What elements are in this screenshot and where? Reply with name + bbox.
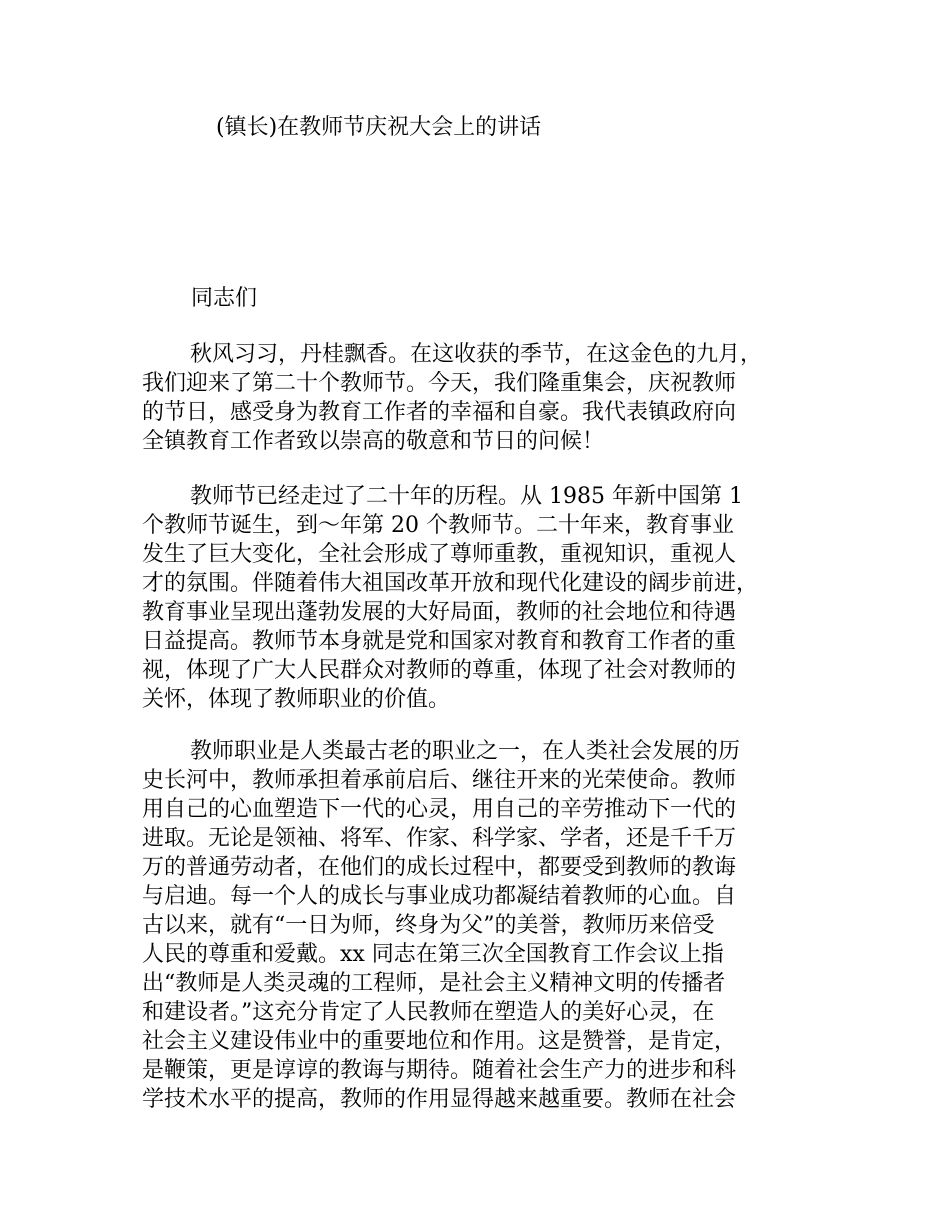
paragraph-line: 史长河中，教师承担着承前启后、继往开来的光荣使命。教师 bbox=[142, 768, 737, 793]
paragraph-line: 教师职业是人类最古老的职业之一，在人类社会发展的历 bbox=[190, 739, 741, 764]
paragraph-line: 发生了巨大变化，全社会形成了尊师重教，重视知识，重视人 bbox=[142, 542, 737, 567]
paragraph-line: 日益提高。教师节本身就是党和国家对教育和教育工作者的重 bbox=[142, 629, 737, 654]
paragraph-line: 与启迪。每一个人的成长与事业成功都凝结着教师的心血。自 bbox=[142, 884, 737, 909]
paragraph-line: 秋风习习，丹桂飘香。在这收获的季节，在这金色的九月， bbox=[190, 342, 763, 367]
paragraph-line: 用自己的心血塑造下一代的心灵，用自己的辛劳推动下一代的 bbox=[142, 797, 737, 822]
salutation: 同志们 bbox=[191, 286, 258, 311]
paragraph-line: 万的普通劳动者，在他们的成长过程中，都要受到教师的教诲 bbox=[142, 855, 737, 880]
paragraph-line: 关怀，体现了教师职业的价值。 bbox=[142, 687, 451, 712]
document-title: (镇长)在教师节庆祝大会上的讲话 bbox=[216, 115, 542, 140]
paragraph-line: 人民的尊重和爱戴。xx 同志在第三次全国教育工作会议上指 bbox=[142, 942, 724, 967]
paragraph-line: 我们迎来了第二十个教师节。今天，我们隆重集会，庆祝教师 bbox=[142, 371, 737, 396]
paragraph-line: 古以来，就有“一日为师，终身为父”的美誉，教师历来倍受 bbox=[142, 913, 715, 938]
paragraph-line: 的节日，感受身为教育工作者的幸福和自豪。我代表镇政府向 bbox=[142, 400, 737, 425]
paragraph-line: 教育事业呈现出蓬勃发展的大好局面，教师的社会地位和待遇 bbox=[142, 600, 737, 625]
paragraph-line: 出“教师是人类灵魂的工程师，是社会主义精神文明的传播者 bbox=[142, 971, 726, 996]
paragraph-1 bbox=[142, 340, 832, 456]
paragraph-line: 个教师节诞生，到～年第 20 个教师节。二十年来，教育事业 bbox=[142, 513, 734, 538]
paragraph-line: 和建设者。”这充分肯定了人民教师在塑造人的美好心灵，在 bbox=[142, 1000, 715, 1025]
paragraph-line: 进取。无论是领袖、将军、作家、科学家、学者，还是千千万 bbox=[142, 826, 737, 851]
paragraph-line: 教师节已经走过了二十年的历程。从 1985 年新中国第 1 bbox=[190, 484, 743, 509]
paragraph-line: 是鞭策，更是谆谆的教诲与期待。随着社会生产力的进步和科 bbox=[142, 1058, 737, 1083]
paragraph-line: 全镇教育工作者致以崇高的敬意和节日的问候！ bbox=[142, 429, 605, 454]
paragraph-2 bbox=[142, 482, 832, 714]
paragraph-line: 学技术水平的提高，教师的作用显得越来越重要。教师在社会 bbox=[142, 1087, 737, 1112]
paragraph-3 bbox=[142, 737, 832, 1114]
paragraph-line: 才的氛围。伴随着伟大祖国改革开放和现代化建设的阔步前进， bbox=[142, 571, 759, 596]
paragraph-line: 社会主义建设伟业中的重要地位和作用。这是赞誉，是肯定， bbox=[142, 1029, 737, 1054]
paragraph-line: 视，体现了广大人民群众对教师的尊重，体现了社会对教师的 bbox=[142, 658, 737, 683]
